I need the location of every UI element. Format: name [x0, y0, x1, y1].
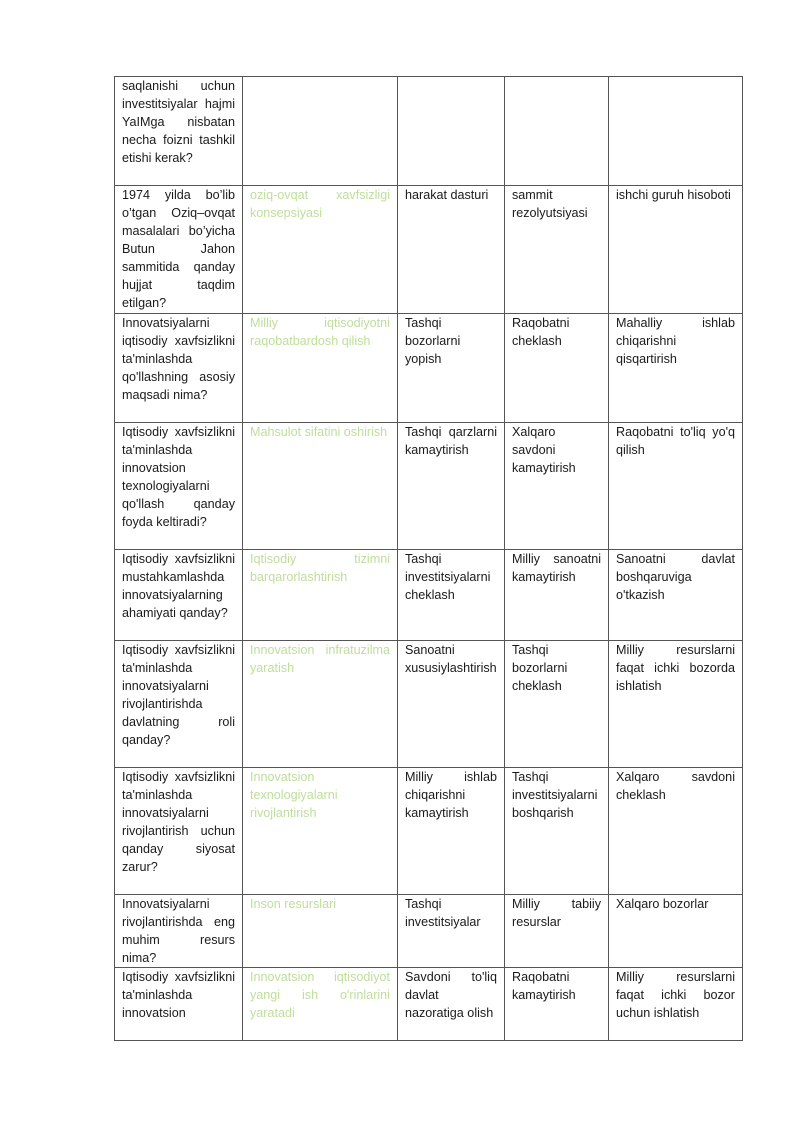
- table-row: [115, 550, 743, 641]
- table-row: [115, 895, 743, 968]
- option-cell: [398, 77, 505, 186]
- option-cell: Milliy tabiiy resurslar: [505, 895, 609, 968]
- option-cell: Savdoni to'liq davlat nazoratiga olish: [398, 968, 505, 1041]
- table-row: [115, 423, 743, 550]
- question-cell: Innovatsiyalarni rivojlantirishda eng muhim resurs nima?: [115, 895, 243, 968]
- option-cell: Sanoatni davlat boshqaruviga o'tkazish: [609, 550, 743, 641]
- option-cell: Tashqi investitsiyalar: [398, 895, 505, 968]
- option-cell: Raqobatni to'liq yo'q qilish: [609, 423, 743, 550]
- correct-answer-cell: Iqtisodiy tizimni barqarorlashtirish: [243, 550, 398, 641]
- option-cell: Milliy ishlab chiqarishni kamaytirish: [398, 768, 505, 895]
- question-cell: Iqtisodiy xavfsizlikni ta'minlashda innovatsiyalarni rivojlantirish uchun qanday siyosat zarur?: [115, 768, 243, 895]
- correct-answer-cell: Innovatsion iqtisodiyot yangi ish o'rinlarini yaratadi: [243, 968, 398, 1041]
- table-row: [115, 768, 743, 895]
- table-row: [115, 314, 743, 423]
- question-cell: saqlanishi uchun investitsiyalar hajmi YaIMga nisbatan necha foizni tashkil etishi kerak?: [115, 77, 243, 186]
- option-cell: Tashqi investitsiyalarni cheklash: [398, 550, 505, 641]
- option-cell: harakat dasturi: [398, 186, 505, 314]
- correct-answer-cell: Inson resurslari: [243, 895, 398, 968]
- option-cell: Milliy resurslarni faqat ichki bozor uchun ishlatish: [609, 968, 743, 1041]
- option-cell: Xalqaro savdoni kamaytirish: [505, 423, 609, 550]
- option-cell: Xalqaro bozorlar: [609, 895, 743, 968]
- option-cell: Milliy resurslarni faqat ichki bozorda ishlatish: [609, 641, 743, 768]
- question-cell: 1974 yilda bo’lib o’tgan Oziq–ovqat masalalari bo’yicha Butun Jahon sammitida qanday hujjat taqdim etilgan?: [115, 186, 243, 314]
- option-cell: Tashqi bozorlarni yopish: [398, 314, 505, 423]
- table-row: [115, 968, 743, 1041]
- question-cell: Iqtisodiy xavfsizlikni ta'minlashda innovatsiyalarni rivojlantirishda davlatning roli qanday?: [115, 641, 243, 768]
- correct-answer-cell: Mahsulot sifatini oshirish: [243, 423, 398, 550]
- option-cell: Raqobatni cheklash: [505, 314, 609, 423]
- option-cell: Sanoatni xususiylashtirish: [398, 641, 505, 768]
- correct-answer-cell: Innovatsion texnologiyalarni rivojlantirish: [243, 768, 398, 895]
- question-cell: Iqtisodiy xavfsizlikni ta'minlashda innovatsion texnologiyalarni qo'llash qanday foyda keltiradi?: [115, 423, 243, 550]
- table-row: [115, 77, 743, 186]
- option-cell: Mahalliy ishlab chiqarishni qisqartirish: [609, 314, 743, 423]
- table-row: [115, 641, 743, 768]
- question-cell: Innovatsiyalarni iqtisodiy xavfsizlikni ta'minlashda qo'llashning asosiy maqsadi nima?: [115, 314, 243, 423]
- option-cell: Xalqaro savdoni cheklash: [609, 768, 743, 895]
- correct-answer-cell: Milliy iqtisodiyotni raqobatbardosh qilish: [243, 314, 398, 423]
- table-row: [115, 186, 743, 314]
- option-cell: Tashqi qarzlarni kamaytirish: [398, 423, 505, 550]
- question-cell: Iqtisodiy xavfsizlikni ta'minlashda innovatsion: [115, 968, 243, 1041]
- option-cell: Milliy sanoatni kamaytirish: [505, 550, 609, 641]
- question-cell: Iqtisodiy xavfsizlikni mustahkamlashda innovatsiyalarning ahamiyati qanday?: [115, 550, 243, 641]
- option-cell: sammit rezolyutsiyasi: [505, 186, 609, 314]
- option-cell: [505, 77, 609, 186]
- correct-answer-cell: Innovatsion infratuzilma yaratish: [243, 641, 398, 768]
- option-cell: [609, 77, 743, 186]
- option-cell: ishchi guruh hisoboti: [609, 186, 743, 314]
- correct-answer-cell: oziq-ovqat xavfsizligi konsepsiyasi: [243, 186, 398, 314]
- option-cell: Tashqi investitsiyalarni boshqarish: [505, 768, 609, 895]
- correct-answer-cell: [243, 77, 398, 186]
- quiz-table: [114, 76, 743, 1041]
- option-cell: Raqobatni kamaytirish: [505, 968, 609, 1041]
- option-cell: Tashqi bozorlarni cheklash: [505, 641, 609, 768]
